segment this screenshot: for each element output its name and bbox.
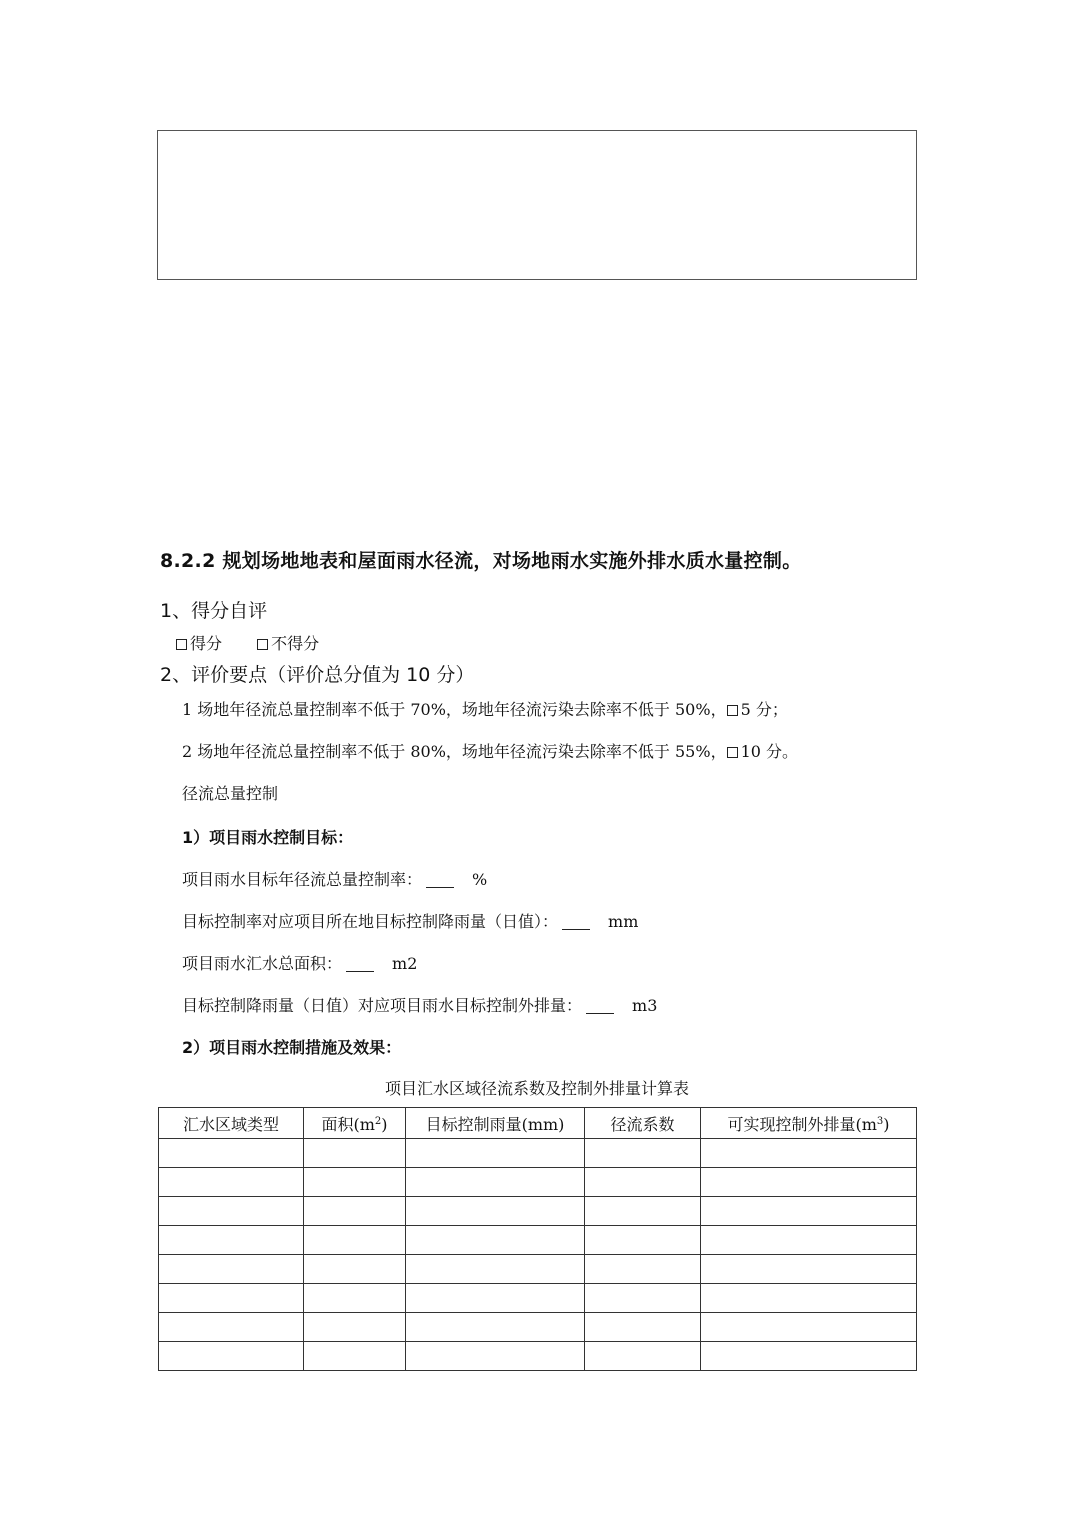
option-no-score-label: 不得分 <box>271 634 320 653</box>
target-field-4-blank[interactable] <box>586 997 614 1014</box>
target-field-4 <box>182 993 657 1016</box>
table-cell[interactable] <box>159 1197 304 1226</box>
runoff-label: 径流总量控制 <box>182 784 279 803</box>
target-field-4-unit: m3 <box>632 996 658 1015</box>
table-cell[interactable] <box>304 1197 406 1226</box>
target-field-3-unit: m2 <box>392 954 418 973</box>
table-row <box>159 1313 917 1342</box>
table-cell[interactable] <box>585 1342 701 1371</box>
target-field-1-blank[interactable] <box>426 871 454 888</box>
table-cell[interactable] <box>585 1284 701 1313</box>
table-cell[interactable] <box>701 1139 917 1168</box>
target-field-4-label: 目标控制降雨量（日值）对应项目雨水目标控制外排量： <box>182 996 583 1015</box>
header-area: 面积$(m^2)$ <box>304 1108 406 1139</box>
table-cell[interactable] <box>304 1226 406 1255</box>
table-cell[interactable] <box>304 1313 406 1342</box>
checkbox-icon[interactable] <box>176 639 187 650</box>
option-no-score[interactable] <box>257 634 319 653</box>
table-cell[interactable] <box>406 1255 585 1284</box>
header-controlled-discharge: 可实现控制外排量$(m^3)$ <box>701 1108 917 1139</box>
table-cell[interactable] <box>304 1284 406 1313</box>
criteria-item-1-text: 1 场地年径流总量控制率不低于 70%，场地年径流污染去除率不低于 50%， <box>182 700 727 719</box>
target-field-3-blank[interactable] <box>346 955 374 972</box>
table-cell[interactable] <box>585 1197 701 1226</box>
table-cell[interactable] <box>159 1168 304 1197</box>
table-cell[interactable] <box>701 1197 917 1226</box>
header-area-type: 汇水区域类型 <box>159 1108 304 1139</box>
table-cell[interactable] <box>159 1284 304 1313</box>
section-heading: 8.2.2 规划场地地表和屋面雨水径流，对场地雨水实施外排水质水量控制。 <box>160 550 802 572</box>
table-cell[interactable] <box>585 1139 701 1168</box>
table-row <box>159 1168 917 1197</box>
table-cell[interactable] <box>701 1284 917 1313</box>
table-cell[interactable] <box>406 1139 585 1168</box>
option-score-label: 得分 <box>190 634 223 653</box>
table-cell[interactable] <box>406 1197 585 1226</box>
table-header-row <box>159 1108 917 1139</box>
table-cell[interactable] <box>406 1313 585 1342</box>
table-cell[interactable] <box>585 1313 701 1342</box>
table-cell[interactable] <box>304 1168 406 1197</box>
table-cell[interactable] <box>701 1313 917 1342</box>
checkbox-icon[interactable] <box>257 639 268 650</box>
table-cell[interactable] <box>701 1255 917 1284</box>
header-runoff-coefficient: 径流系数 <box>585 1108 701 1139</box>
self-eval-options <box>176 631 349 654</box>
table-cell[interactable] <box>159 1255 304 1284</box>
self-eval-title: 1、得分自评 <box>160 600 268 622</box>
target-field-3 <box>182 951 417 974</box>
table-row <box>159 1284 917 1313</box>
table-cell[interactable] <box>304 1139 406 1168</box>
target-field-2-blank[interactable] <box>562 913 590 930</box>
table-cell[interactable] <box>159 1313 304 1342</box>
target-field-1 <box>182 867 487 890</box>
target-field-3-label: 项目雨水汇水总面积： <box>182 954 343 973</box>
target-field-2-unit: mm <box>608 912 639 931</box>
table-row <box>159 1197 917 1226</box>
header-target-rainfall: 目标控制雨量(mm) <box>406 1108 585 1139</box>
checkbox-icon[interactable] <box>727 747 738 758</box>
table-cell[interactable] <box>585 1168 701 1197</box>
runoff-calc-table <box>158 1107 917 1371</box>
targets-title: 1）项目雨水控制目标： <box>182 828 354 847</box>
table-cell[interactable] <box>304 1255 406 1284</box>
empty-text-box <box>157 130 917 280</box>
table-cell[interactable] <box>406 1284 585 1313</box>
criteria-item-2-text: 2 场地年径流总量控制率不低于 80%，场地年径流污染去除率不低于 55%， <box>182 742 727 761</box>
table-row <box>159 1226 917 1255</box>
table-cell[interactable] <box>406 1226 585 1255</box>
target-field-2 <box>182 909 638 932</box>
table-cell[interactable] <box>701 1168 917 1197</box>
table-cell[interactable] <box>159 1226 304 1255</box>
table-cell[interactable] <box>159 1139 304 1168</box>
table-row <box>159 1342 917 1371</box>
table-cell[interactable] <box>701 1342 917 1371</box>
checkbox-icon[interactable] <box>727 705 738 716</box>
table-cell[interactable] <box>406 1168 585 1197</box>
table-row <box>159 1139 917 1168</box>
criteria-title: 2、评价要点（评价总分值为 10 分） <box>160 664 475 686</box>
target-field-1-label: 项目雨水目标年径流总量控制率： <box>182 870 423 889</box>
table-caption: 项目汇水区域径流系数及控制外排量计算表 <box>384 1079 689 1098</box>
table-cell[interactable] <box>701 1226 917 1255</box>
target-field-2-label: 目标控制率对应项目所在地目标控制降雨量（日值）： <box>182 912 559 931</box>
table-row <box>159 1255 917 1284</box>
criteria-item-2-score: 10 分。 <box>740 742 799 761</box>
option-score[interactable] <box>176 634 222 653</box>
measures-title: 2）项目雨水控制措施及效果： <box>182 1038 402 1057</box>
table-cell[interactable] <box>304 1342 406 1371</box>
criteria-item-2 <box>182 739 798 762</box>
target-field-1-unit: % <box>472 870 488 889</box>
table-cell[interactable] <box>585 1226 701 1255</box>
criteria-item-1 <box>182 697 788 720</box>
criteria-item-1-score: 5 分； <box>740 700 788 719</box>
table-cell[interactable] <box>585 1255 701 1284</box>
table-cell[interactable] <box>159 1342 304 1371</box>
table-cell[interactable] <box>406 1342 585 1371</box>
